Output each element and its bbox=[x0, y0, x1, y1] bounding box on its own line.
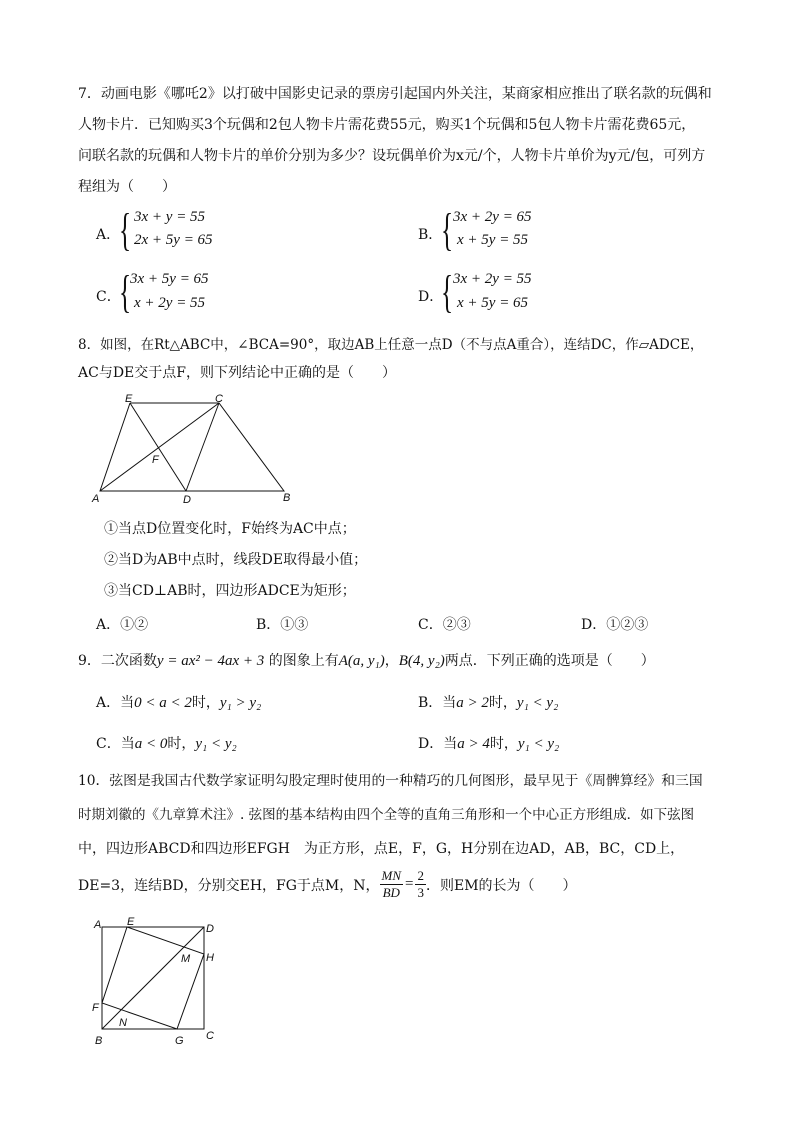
q10-fraction2-numerator: 2 bbox=[417, 868, 424, 883]
q7-option-a-eq1: 3x + y = 55 bbox=[134, 209, 206, 225]
q9-line1 bbox=[78, 650, 655, 670]
q9-option-d-cond: a > 4 bbox=[457, 736, 490, 752]
q7-text-line1: 7．动画电影《哪吒2》以打破中国影史记录的票房引起国内外关注，某商家相应推出了联名款的玩偶和 bbox=[78, 86, 712, 102]
q9-intro: 9．二次函数 bbox=[78, 653, 157, 669]
q10-label-m: M bbox=[181, 953, 191, 965]
q10-text-line4 bbox=[78, 868, 577, 901]
q7-text-line3: 问联名款的玩偶和人物卡片的单价分别为多少？设玩偶单价为x元/个，人物卡片单价为y元/包，可列方 bbox=[78, 148, 706, 164]
q10-fraction2-denominator: 3 bbox=[417, 885, 424, 900]
q10-line4-post: ．则EM的长为（ ） bbox=[425, 877, 577, 894]
q8-option-b: B．①③ bbox=[256, 617, 309, 633]
q10-label-h: H bbox=[206, 952, 214, 964]
q9-option-a-cond: 0 < a < 2 bbox=[134, 695, 192, 711]
q10-text-line2: 时期刘徽的《九章算术注》. 弦图的基本结构由四个全等的直角三角形和一个中心正方形组成．如下弦图 bbox=[78, 807, 695, 823]
q10-label-a: A bbox=[94, 919, 102, 931]
q7-option-c-eq2: x + 2y = 55 bbox=[134, 295, 206, 311]
q7-option-c-brace: { bbox=[119, 266, 132, 317]
q10-fraction-two-thirds bbox=[415, 868, 426, 901]
q8-segment-ed bbox=[130, 403, 186, 491]
q10-line4-pre: DE=3，连结BD，分别交EH，FG于点M，N， bbox=[78, 877, 380, 894]
q8-figure bbox=[88, 390, 298, 505]
q9-option-d bbox=[418, 733, 559, 753]
q7-option-d-eq2: x + 5y = 65 bbox=[457, 295, 529, 311]
q9-option-c-pre: C．当 bbox=[96, 736, 135, 752]
q8-option-a: A．①② bbox=[96, 617, 149, 633]
q7-option-d-eq1: 3x + 2y = 55 bbox=[453, 271, 532, 287]
q7-option-b-eq2: x + 5y = 55 bbox=[457, 232, 529, 248]
q9-point-b: B(4, y₂) bbox=[398, 653, 445, 669]
q10-label-e: E bbox=[127, 916, 135, 928]
q7-option-d-label: D． bbox=[418, 289, 444, 305]
q8-figure-outline bbox=[100, 403, 284, 491]
q8-statement-3: ③当CD⊥AB时，四边形ADCE为矩形； bbox=[104, 583, 356, 599]
q10-label-n: N bbox=[119, 1017, 127, 1029]
q9-option-a-mid: 时， bbox=[191, 695, 220, 711]
q8-segment-ac bbox=[100, 403, 219, 491]
q8-option-d: D．①②③ bbox=[581, 617, 649, 633]
q9-option-a bbox=[96, 692, 261, 712]
q9-option-c-cond: a < 0 bbox=[134, 736, 168, 752]
q7-option-c-label: C． bbox=[96, 289, 121, 305]
q9-post: 两点．下列正确的选项是（ ） bbox=[444, 653, 655, 669]
q8-text-line2: AC与DE交于点F，则下列结论中正确的是（ ） bbox=[78, 365, 396, 381]
q9-option-c-result: y₁ < y₂ bbox=[195, 736, 237, 752]
q9-option-a-pre: A．当 bbox=[96, 695, 135, 711]
q7-option-a-label: A． bbox=[96, 227, 121, 243]
q10-fraction-mn-bd bbox=[380, 868, 404, 901]
q9-function: y = ax² − 4ax + 3 bbox=[156, 653, 265, 669]
q7-option-b-label: B． bbox=[418, 227, 443, 243]
q9-point-a: A(a, y₁) bbox=[338, 653, 385, 669]
q9-option-c-mid: 时， bbox=[167, 736, 196, 752]
q10-equals: = bbox=[405, 876, 414, 892]
q9-option-b bbox=[418, 692, 558, 712]
q10-label-c: C bbox=[206, 1030, 214, 1042]
q9-option-d-mid: 时， bbox=[489, 736, 518, 752]
q7-option-b-brace: { bbox=[441, 204, 454, 255]
q9-option-b-mid: 时， bbox=[488, 695, 517, 711]
q8-option-c: C．②③ bbox=[418, 617, 471, 633]
q8-label-f: F bbox=[152, 454, 159, 466]
q9-option-c bbox=[96, 733, 237, 753]
q8-label-d: D bbox=[183, 494, 191, 505]
q7-option-d-brace: { bbox=[441, 266, 454, 317]
q7-option-c-eq1: 3x + 5y = 65 bbox=[130, 271, 209, 287]
q8-segment-dc bbox=[186, 403, 219, 491]
q7-option-a-eq2: 2x + 5y = 65 bbox=[134, 232, 213, 248]
q9-option-d-pre: D．当 bbox=[418, 736, 458, 752]
q10-fraction-numerator: MN bbox=[381, 868, 402, 883]
q8-label-b: B bbox=[283, 492, 291, 504]
q8-label-c: C bbox=[215, 393, 223, 405]
q9-option-d-result: y₁ < y₂ bbox=[517, 736, 560, 752]
q7-text-line2: 人物卡片．已知购买3个玩偶和2包人物卡片需花费55元，购买1个玩偶和5包人物卡片需花费65元， bbox=[78, 117, 696, 133]
q7-option-a-brace: { bbox=[119, 204, 132, 255]
q8-label-a: A bbox=[92, 493, 100, 505]
q8-text-line1: 8．如图，在Rt△ABC中，∠BCA=90°，取边AB上任意一点D（不与点A重合），连结DC，作▱ADCE， bbox=[78, 337, 704, 353]
q10-diagonal-bd bbox=[102, 927, 204, 1029]
q10-text-line1: 10．弦图是我国古代数学家证明勾股定理时使用的一种精巧的几何图形，最早见于《周髀算经》和三国 bbox=[78, 773, 703, 789]
q10-label-g: G bbox=[175, 1035, 184, 1047]
q8-label-e: E bbox=[125, 393, 133, 405]
q10-label-b: B bbox=[95, 1035, 103, 1047]
q9-option-a-result: y₁ > y₂ bbox=[219, 695, 262, 711]
q10-fraction-denominator: BD bbox=[382, 885, 400, 900]
q9-sep: ， bbox=[384, 653, 399, 669]
q8-statement-2: ②当D为AB中点时，线段DE取得最小值； bbox=[104, 552, 368, 568]
q9-option-b-pre: B．当 bbox=[418, 695, 457, 711]
q9-mid: 的图象上有 bbox=[264, 653, 339, 669]
q7-text-line4: 程组为（ ） bbox=[78, 179, 176, 195]
q10-label-d: D bbox=[206, 923, 214, 935]
q10-figure bbox=[88, 910, 223, 1050]
q9-option-b-cond: a > 2 bbox=[456, 695, 489, 711]
q8-statement-1: ①当点D位置变化时，F始终为AC中点； bbox=[104, 521, 356, 537]
q7-option-b-eq1: 3x + 2y = 65 bbox=[453, 209, 532, 225]
q10-text-line3: 中，四边形ABCD和四边形EFGH 为正方形，点E，F，G，H分别在边AD，AB，BC，CD上， bbox=[78, 841, 685, 857]
q9-option-b-result: y₁ < y₂ bbox=[516, 695, 559, 711]
q10-label-f: F bbox=[92, 1002, 99, 1014]
